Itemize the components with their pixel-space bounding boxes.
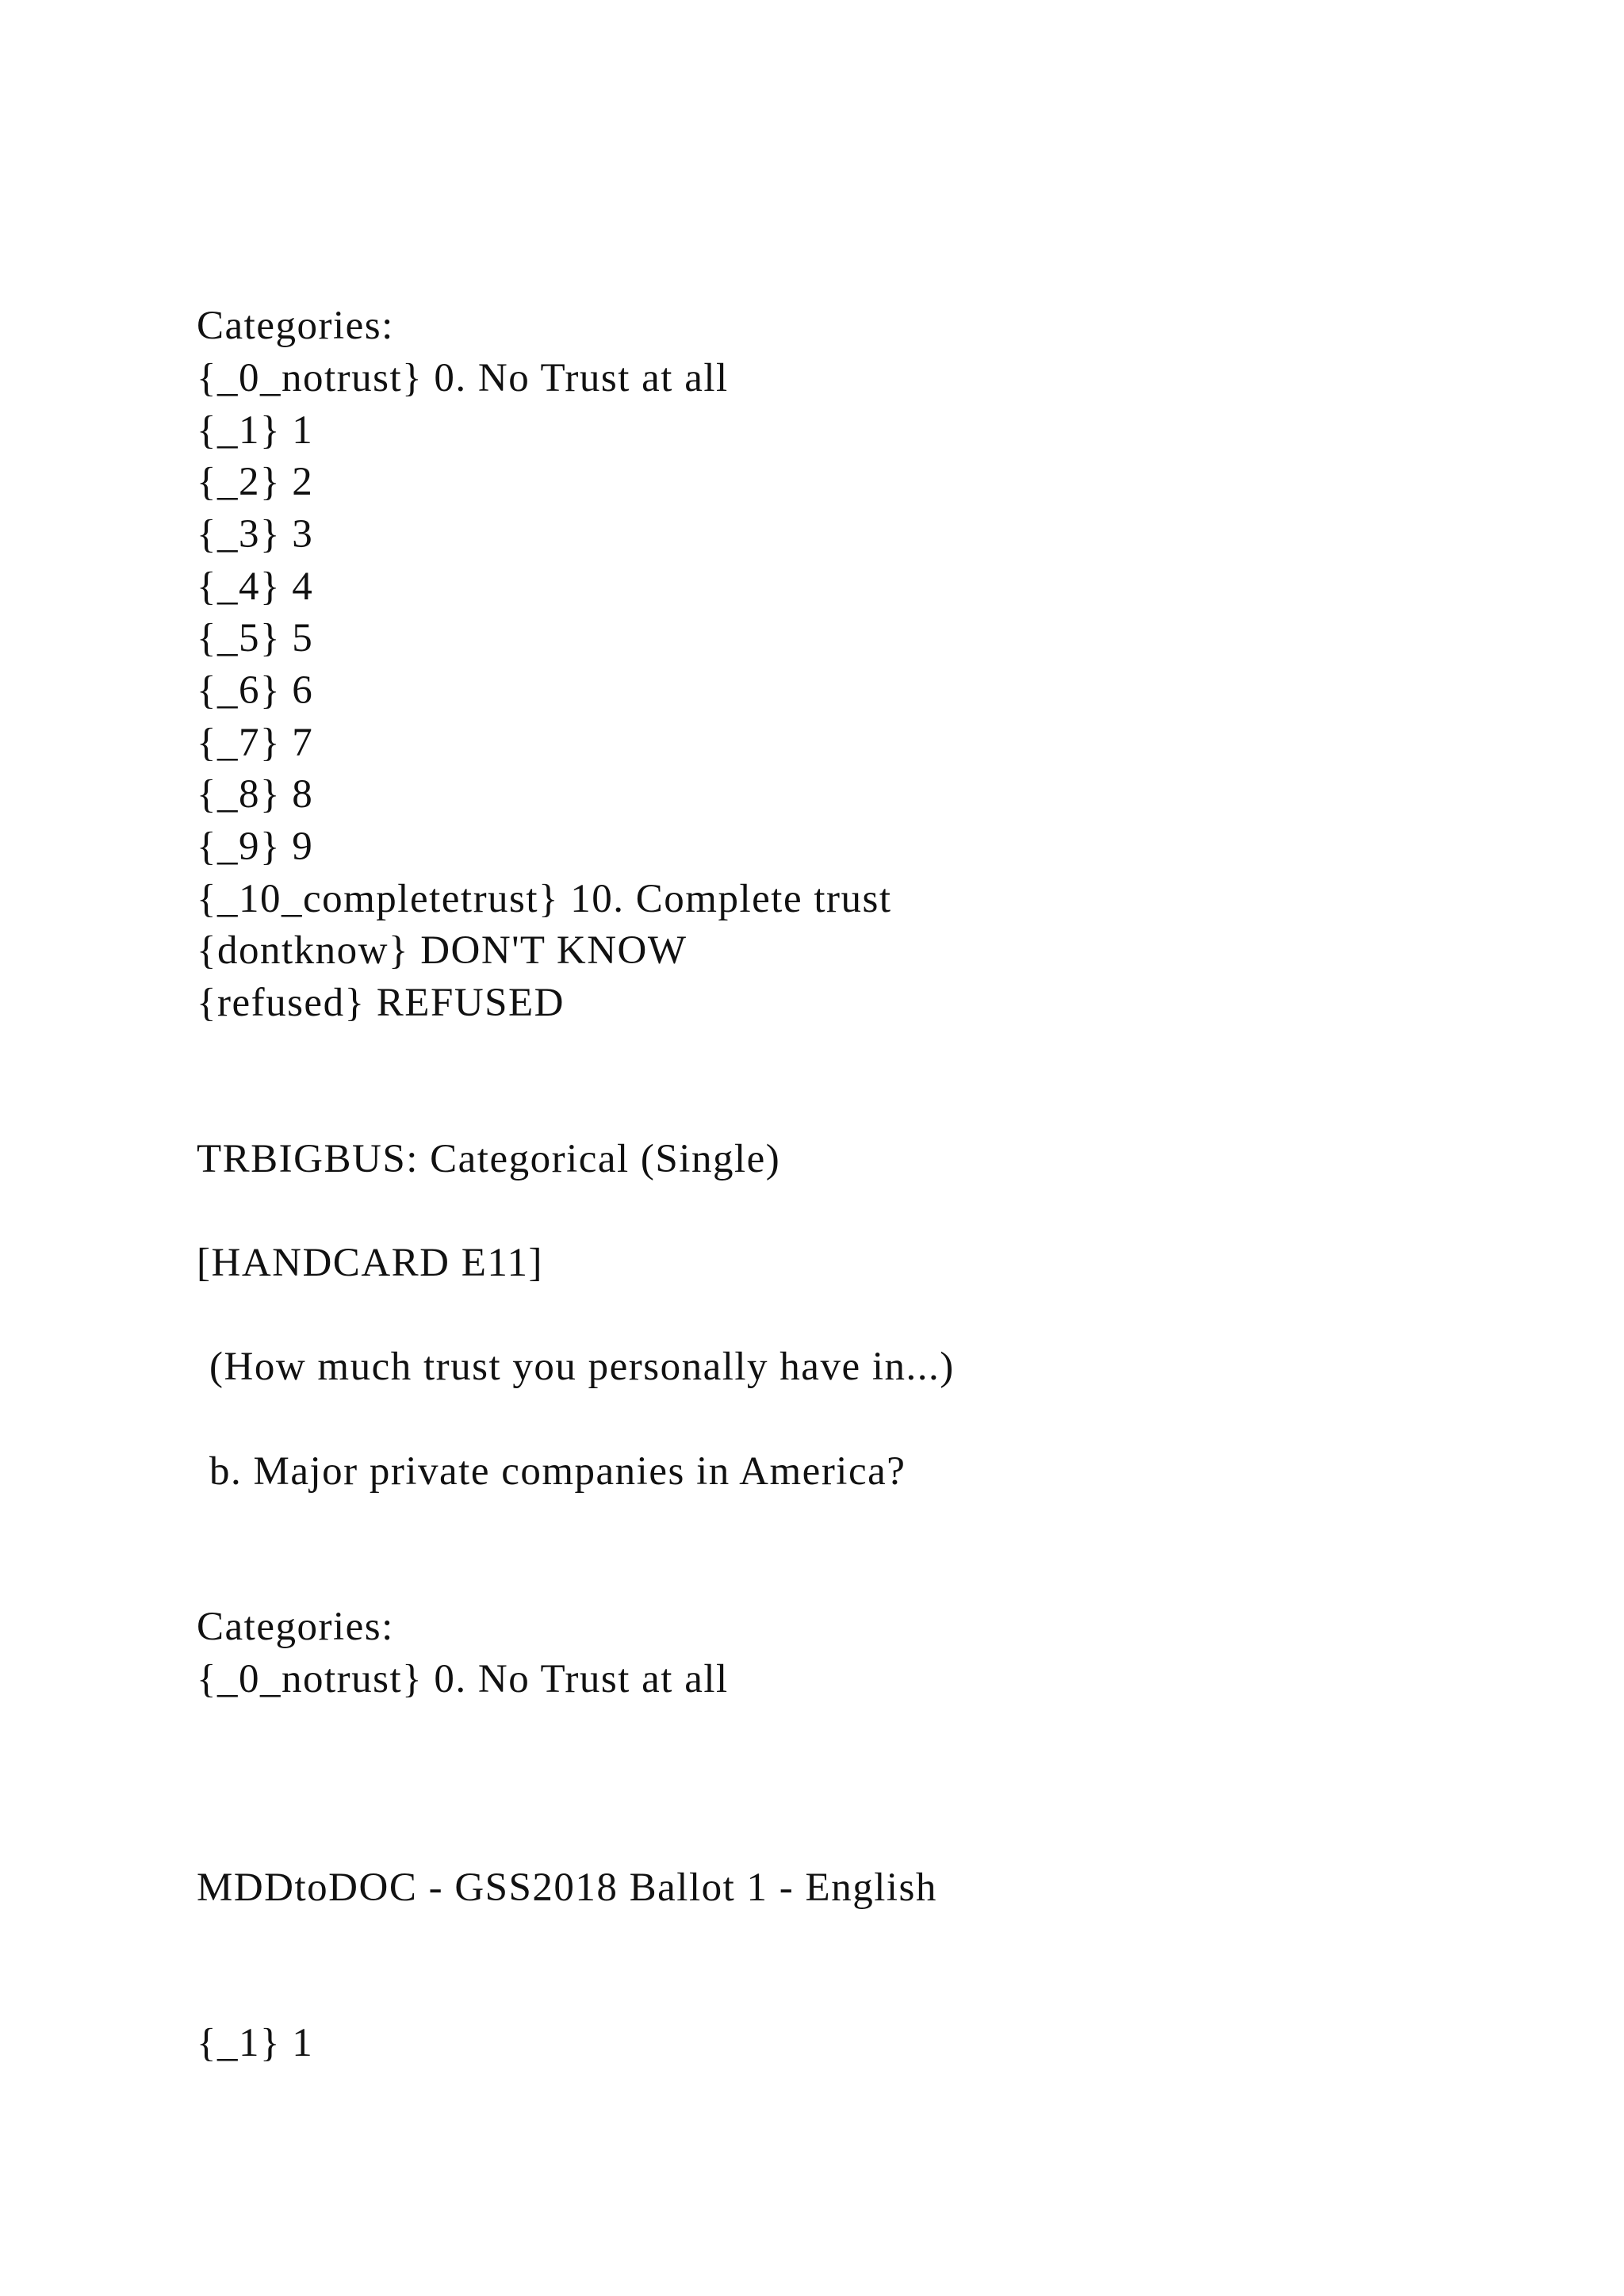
question-item: b. Major private companies in America? [209, 1449, 906, 1494]
category-item: {_7} 7 [197, 721, 314, 765]
category-item: {dontknow} DON'T KNOW [197, 928, 688, 973]
category-item: {_8} 8 [197, 772, 314, 817]
category-item: {_6} 6 [197, 668, 314, 713]
category-item: {_1} 1 [197, 2021, 314, 2065]
question-prompt: (How much trust you personally have in...) [209, 1345, 955, 1389]
category-item: {_0_notrust} 0. No Trust at all [197, 356, 729, 400]
category-item: {_10_completetrust} 10. Complete trust [197, 877, 892, 921]
category-item: {_0_notrust} 0. No Trust at all [197, 1657, 729, 1701]
category-item: {_3} 3 [197, 512, 314, 557]
category-item: {refused} REFUSED [197, 981, 565, 1025]
category-item: {_9} 9 [197, 825, 314, 869]
category-item: {_2} 2 [197, 460, 314, 504]
question-variable: TRBIGBUS: Categorical (Single) [197, 1137, 781, 1181]
document-source-footer: MDDtoDOC - GSS2018 Ballot 1 - English [197, 1866, 937, 1910]
category-item: {_1} 1 [197, 408, 314, 453]
category-item: {_5} 5 [197, 616, 314, 660]
question-handcard: [HANDCARD E11] [197, 1241, 543, 1285]
category-item: {_4} 4 [197, 564, 314, 609]
categories-heading: Categories: [197, 1605, 394, 1649]
categories-heading: Categories: [197, 304, 394, 348]
